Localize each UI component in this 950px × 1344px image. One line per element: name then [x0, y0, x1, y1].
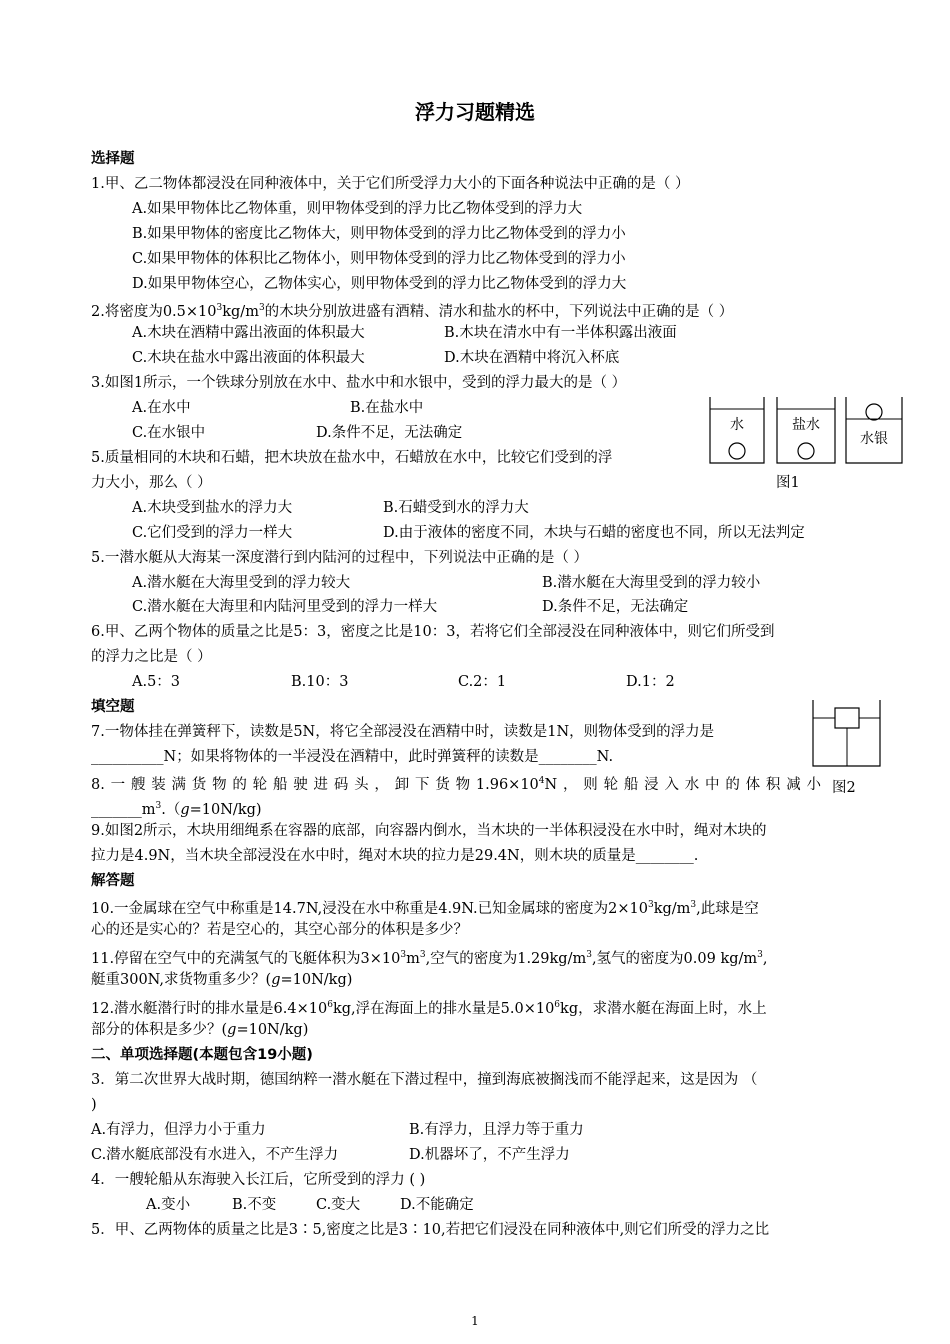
figure-1-caption: 图1 [776, 475, 800, 491]
q2-stem: 2.将密度为$0.5\times 10^3kg/m^3$的木块分别放进盛有酒精、清水和盐水的杯中，下列说法中正确的是（ ） [91, 303, 734, 320]
p5-stem: 5．甲、乙两物体的质量之比是3∶5,密度之比是3∶10,若把它们浸没在同种液体中,则它们所受的浮力之比 [91, 1222, 770, 1238]
q1-option-d: D.如果甲物体空心，乙物体实心，则甲物体受到的浮力比乙物体受到的浮力大 [132, 276, 627, 292]
q9-line2: 拉力是4.9N，当木块全部浸没在水中时，绳对木块的拉力是29.4N，则木块的质量是________. [91, 848, 699, 864]
document-title: 浮力习题精选 [415, 100, 535, 124]
figure-1 [706, 395, 906, 470]
p3-option-d: D.机器坏了，不产生浮力 [409, 1147, 570, 1163]
q5-stem: 5.一潜水艇从大海某一深度潜行到内陆河的过程中，下列说法中正确的是（ ） [91, 550, 588, 566]
q11-line1: 11.停留在空气中的充满氢气的飞艇体积为$3\times 10^3m^3$,空气的密度为$1.29kg/m^3$,氢气的密度为0.09 $kg/m^3$, [91, 950, 768, 967]
q6-option-d: D.1：2 [626, 674, 675, 690]
q3-option-a: A.在水中 [132, 400, 191, 416]
q5-option-b: B.潜水艇在大海里受到的浮力较小 [542, 575, 761, 591]
q6-stem-line2: 的浮力之比是（ ） [91, 649, 212, 665]
iron-ball-floating [866, 404, 882, 420]
p3-option-b: B.有浮力，且浮力等于重力 [409, 1122, 584, 1138]
q2-option-b: B.木块在清水中有一半体积露出液面 [444, 325, 677, 341]
q5-option-c: C.潜水艇在大海里和内陆河里受到的浮力一样大 [132, 599, 438, 615]
q2-option-a: A.木块在酒精中露出液面的体积最大 [132, 325, 365, 341]
p4-option-a: A.变小 [146, 1197, 191, 1213]
wood-block [835, 708, 859, 728]
q6-option-b: B.10：3 [291, 674, 349, 690]
label-water: 水 [730, 417, 744, 433]
q1-option-c: C.如果甲物体的体积比乙物体小，则甲物体受到的浮力比乙物体受到的浮力小 [132, 251, 626, 267]
q9-line1: 9.如图2所示，木块用细绳系在容器的底部，向容器内倒水，当木块的一半体积浸没在水中时，绳对木块的 [91, 823, 767, 839]
section-heading-single-choice: 二、单项选择题(本题包含19小题) [91, 1047, 313, 1063]
q4-option-c: C.它们受到的浮力一样大 [132, 525, 293, 541]
q4-stem-line1: 5.质量相同的木块和石蜡，把木块放在盐水中，石蜡放在水中，比较它们受到的浮 [91, 450, 613, 466]
q10-line1: 10.一金属球在空气中称重是14.7N,浸没在水中称重是4.9N.已知金属球的密度为$2\times 10^3kg/m^3$,此球是空 [91, 900, 759, 917]
section-heading-fill: 填空题 [91, 699, 135, 715]
figure-2-caption: 图2 [832, 780, 856, 796]
p4-option-d: D.不能确定 [400, 1197, 474, 1213]
q12-line1: 12.潜水艇潜行时的排水量是$6.4\times 10^6kg$,浮在海面上的排水量是$5.0\times 10^6kg$，求潜水艇在海面上时，水上 [91, 1000, 767, 1017]
q4-option-d: D.由于液体的密度不同，木块与石蜡的密度也不同，所以无法判定 [383, 525, 805, 541]
q8-line1: 8.一艘装满货物的轮船驶进码头，卸下货物$1.96\times 10^4N$，则轮船浸入水中的体积减小 [91, 776, 822, 793]
q3-option-b: B.在盐水中 [350, 400, 424, 416]
q11-line2: 艇重300N,求货物重多少？(g=10N/kg) [91, 972, 353, 988]
q6-stem-line1: 6.甲、乙两个物体的质量之比是5：3，密度之比是10：3，若将它们全部浸没在同种液体中，则它们所受到 [91, 624, 775, 640]
iron-ball-sunk [729, 443, 745, 459]
beaker-water [710, 397, 764, 463]
iron-ball-sunk [798, 443, 814, 459]
figure-2 [808, 698, 884, 770]
q7-line1: 7.一物体挂在弹簧秤下，读数是5N，将它全部浸没在酒精中时，读数是1N，则物体受到的浮力是 [91, 724, 715, 740]
q6-option-a: A.5：3 [132, 674, 181, 690]
p3-line2: ) [91, 1097, 97, 1113]
p3-line1: 3．第二次世界大战时期，德国纳粹一潜水艇在下潜过程中，撞到海底被搁浅而不能浮起来，这是因为 （ [91, 1072, 758, 1088]
q4-option-a: A.木块受到盐水的浮力大 [132, 500, 293, 516]
section-heading-choice: 选择题 [91, 151, 135, 167]
q1-option-b: B.如果甲物体的密度比乙物体大，则甲物体受到的浮力比乙物体受到的浮力小 [132, 226, 626, 242]
q10-line2: 心的还是实心的？若是空心的，其空心部分的体积是多少？ [91, 922, 468, 938]
q12-line2: 部分的体积是多少？(g=10N/kg) [91, 1022, 309, 1038]
q3-option-c: C.在水银中 [132, 425, 206, 441]
beaker-mercury [846, 397, 902, 463]
label-mercury: 水银 [860, 431, 888, 447]
q6-option-c: C.2：1 [458, 674, 507, 690]
q8-line2: $\_\_\_\_\_\_\_m^3.(g=10N/kg)$ [91, 801, 262, 818]
q5-option-a: A.潜水艇在大海里受到的浮力较大 [132, 575, 351, 591]
p4-stem: 4．一艘轮船从东海驶入长江后，它所受到的浮力 ( ) [91, 1172, 426, 1188]
q1-stem: 1.甲、乙二物体都浸没在同种液体中，关于它们所受浮力大小的下面各种说法中正确的是（ ） [91, 176, 690, 192]
page-number: 1 [471, 1314, 479, 1328]
label-salt-water: 盐水 [792, 417, 820, 433]
q7-line2: __________N；如果将物体的一半浸没在酒精中，此时弹簧秤的读数是________N. [91, 749, 614, 765]
q2-option-d: D.木块在酒精中将沉入杯底 [444, 350, 620, 366]
q4-stem-line2: 力大小，那么（ ） [91, 475, 212, 491]
q4-option-b: B.石蜡受到水的浮力大 [383, 500, 529, 516]
p4-option-c: C.变大 [316, 1197, 361, 1213]
q5-option-d: D.条件不足，无法确定 [542, 599, 689, 615]
q2-option-c: C.木块在盐水中露出液面的体积最大 [132, 350, 365, 366]
p4-option-b: B.不变 [232, 1197, 277, 1213]
q3-stem: 3.如图1所示，一个铁球分别放在水中、盐水中和水银中，受到的浮力最大的是（ ） [91, 375, 627, 391]
p3-option-c: C.潜水艇底部没有水进入，不产生浮力 [91, 1147, 339, 1163]
beaker-salt-water [777, 397, 835, 463]
section-heading-answer: 解答题 [91, 873, 135, 889]
q1-option-a: A.如果甲物体比乙物体重，则甲物体受到的浮力比乙物体受到的浮力大 [132, 201, 583, 217]
p3-option-a: A.有浮力，但浮力小于重力 [91, 1122, 266, 1138]
q3-option-d: D.条件不足，无法确定 [316, 425, 463, 441]
